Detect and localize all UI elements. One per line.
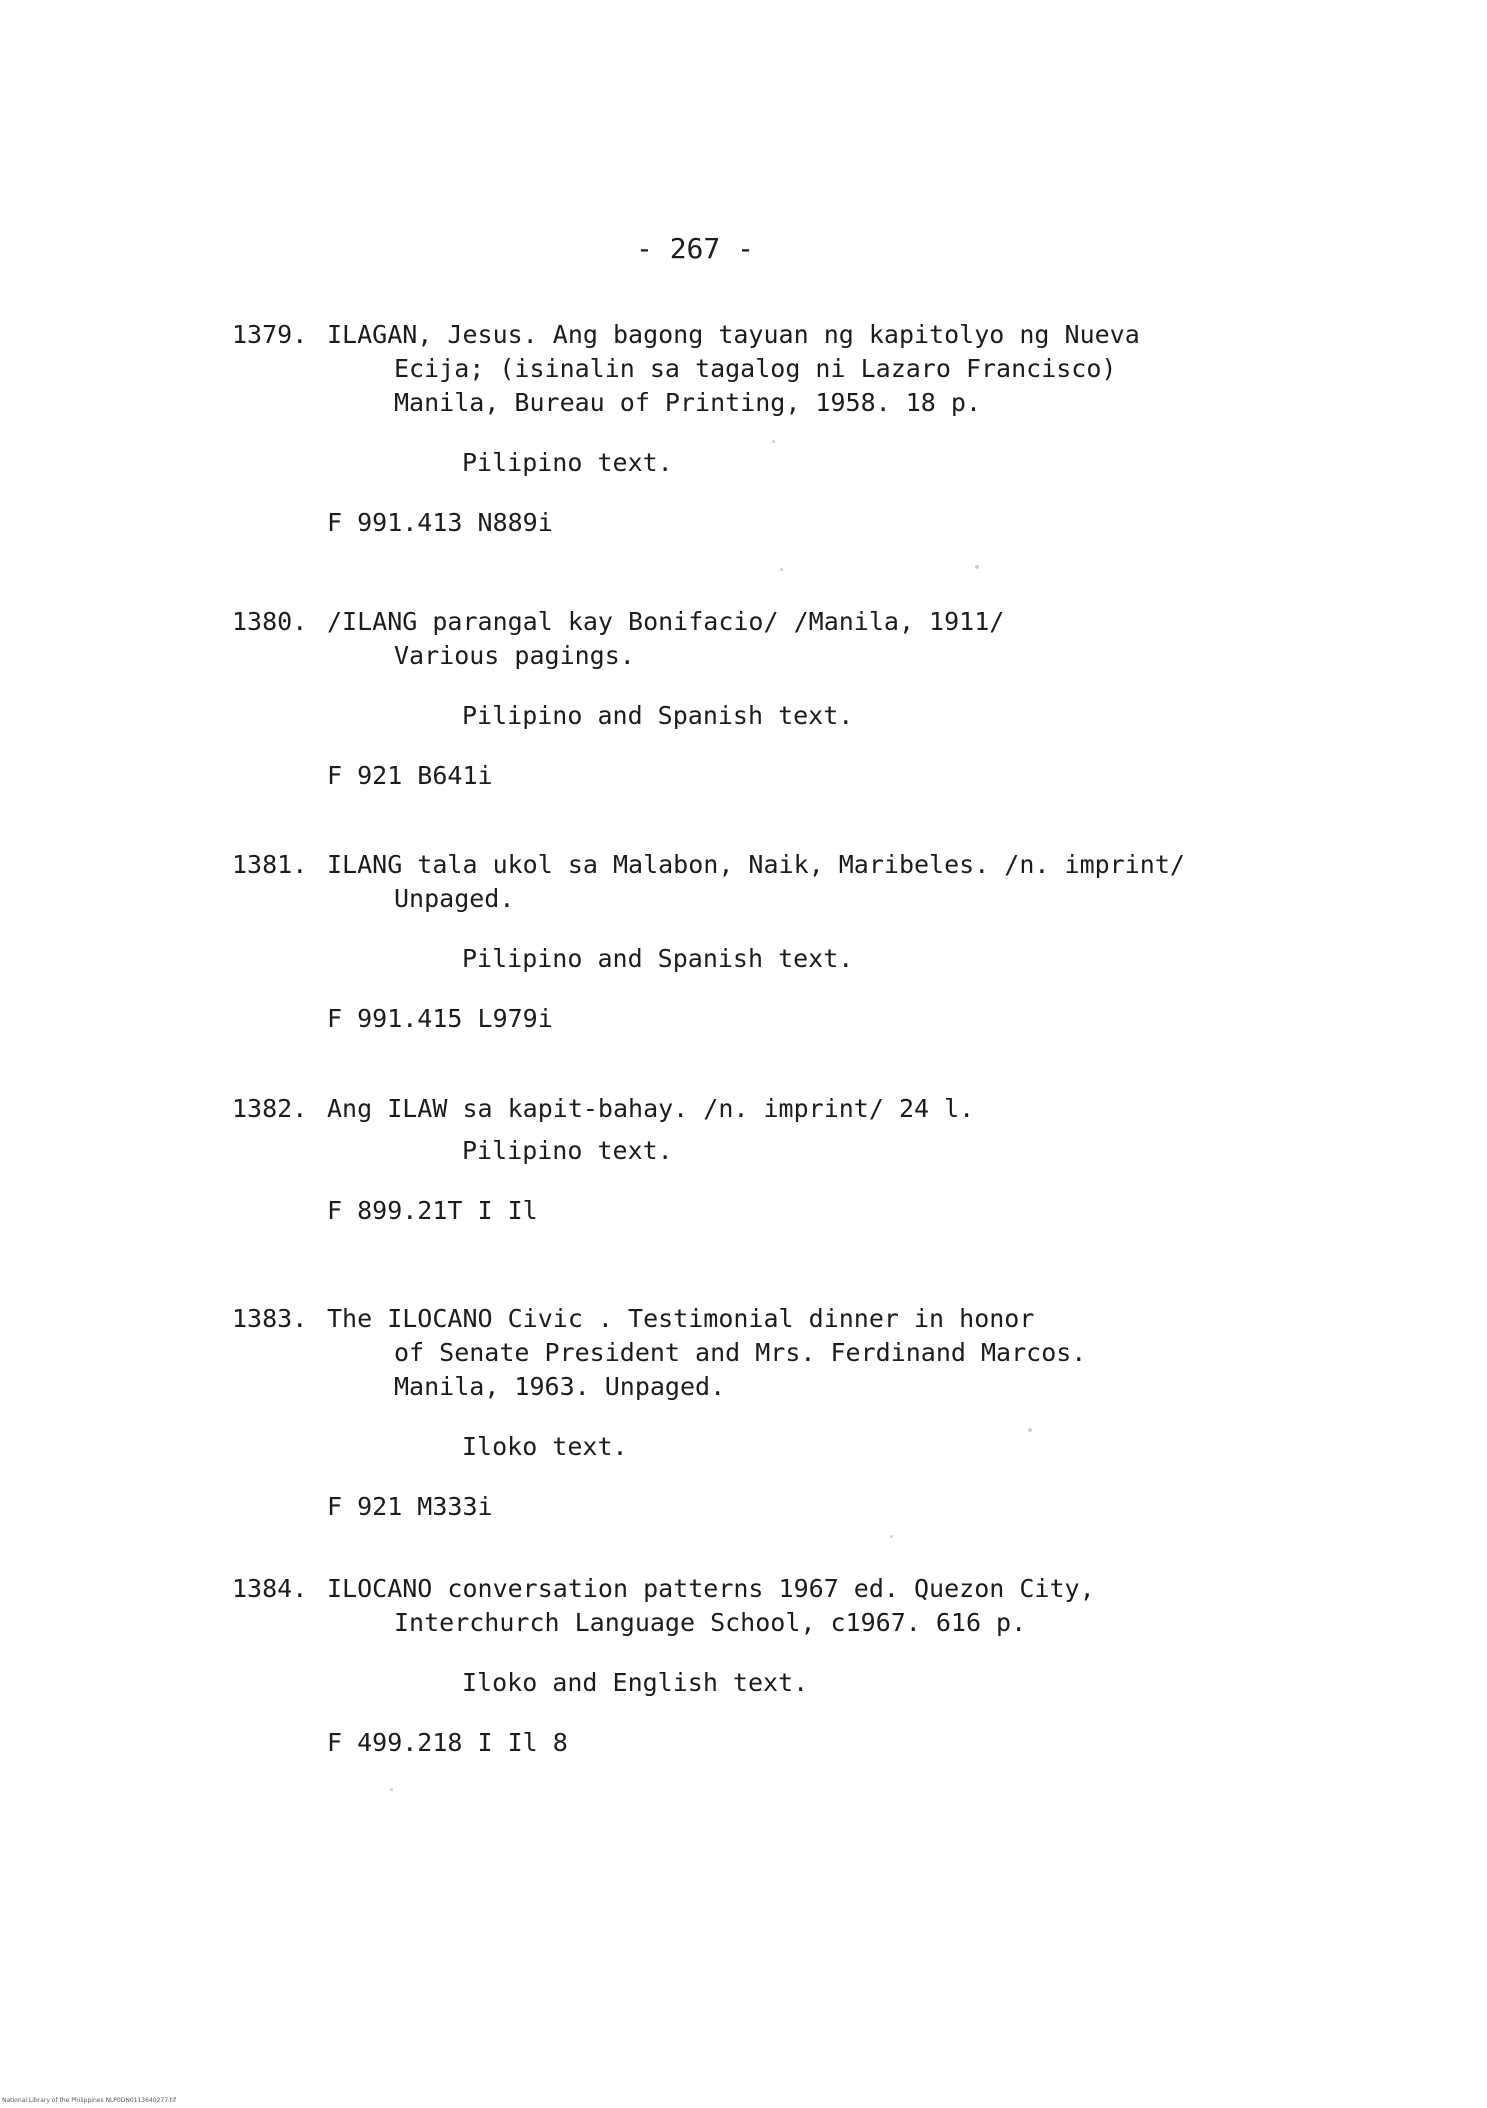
bibliography-entry [232, 318, 1232, 540]
entry-continuation-line: Unpaged. [394, 884, 515, 913]
entry-language-note: Pilipino and Spanish text. [462, 944, 854, 973]
entry-title-line: ILAGAN, Jesus. Ang bagong tayuan ng kapitolyo ng Nueva [327, 320, 1140, 349]
entry-call-number: F 921 B641i [327, 761, 493, 790]
scan-speck [780, 568, 783, 571]
scan-speck [1028, 1428, 1032, 1432]
entry-call-number: F 921 M333i [327, 1492, 493, 1521]
scan-speck [772, 440, 775, 443]
scan-speck [890, 1535, 893, 1538]
entry-number: 1381. [232, 850, 308, 879]
entry-language-note: Iloko and English text. [462, 1668, 809, 1697]
entry-call-number: F 991.415 L979i [327, 1004, 553, 1033]
entry-number: 1382. [232, 1094, 308, 1123]
entry-call-number: F 899.21T I Il [327, 1196, 538, 1225]
entry-continuation-line: of Senate President and Mrs. Ferdinand Marcos. [394, 1338, 1087, 1367]
bibliography-entry [232, 1092, 1232, 1228]
entry-continuation-line: Ecija; (isinalin sa tagalog ni Lazaro Francisco) [394, 354, 1117, 383]
entry-language-note: Pilipino and Spanish text. [462, 701, 854, 730]
bibliography-entry [232, 605, 1232, 793]
entry-language-note: Iloko text. [462, 1432, 628, 1461]
scan-footer: National Library of the Philippines NLP0DN0113640277.tif [2, 2097, 177, 2104]
scan-speck [390, 1788, 393, 1791]
bibliography-entry [232, 1302, 1232, 1524]
bibliography-entry [232, 848, 1232, 1036]
entry-continuation-line: Interchurch Language School, c1967. 616 p. [394, 1608, 1027, 1637]
entry-call-number: F 991.413 N889i [327, 508, 553, 537]
entry-title-line: ILOCANO conversation patterns 1967 ed. Quezon City, [327, 1574, 1095, 1603]
entry-title-line: ILANG tala ukol sa Malabon, Naik, Maribeles. /n. imprint/ [327, 850, 1185, 879]
page-number: - 267 - [635, 232, 754, 265]
entry-continuation-line: Various pagings. [394, 641, 635, 670]
entry-number: 1384. [232, 1574, 308, 1603]
entry-title-line: /ILANG parangal kay Bonifacio/ /Manila, 1911/ [327, 607, 1005, 636]
entry-call-number: F 499.218 I Il 8 [327, 1728, 568, 1757]
entry-continuation-line: Manila, Bureau of Printing, 1958. 18 p. [394, 388, 981, 417]
entry-language-note: Pilipino text. [462, 448, 673, 477]
entry-continuation-line: Manila, 1963. Unpaged. [394, 1372, 726, 1401]
bibliography-entry [232, 1572, 1232, 1760]
entry-number: 1383. [232, 1304, 308, 1333]
entry-title-line: The ILOCANO Civic . Testimonial dinner in honor [327, 1304, 1035, 1333]
entry-language-note: Pilipino text. [462, 1136, 673, 1165]
entry-number: 1379. [232, 320, 308, 349]
scan-speck [975, 565, 979, 569]
entry-number: 1380. [232, 607, 308, 636]
entry-title-line: Ang ILAW sa kapit-bahay. /n. imprint/ 24 l. [327, 1094, 975, 1123]
